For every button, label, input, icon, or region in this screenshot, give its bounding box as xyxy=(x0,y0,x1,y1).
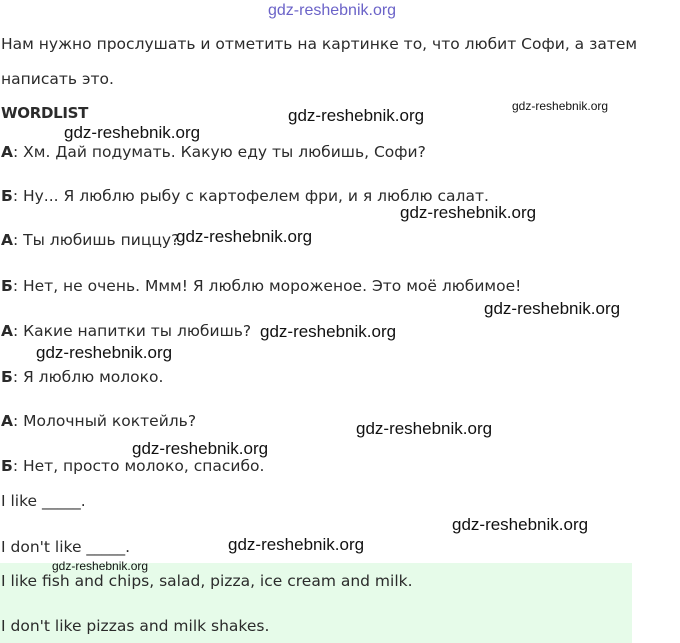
watermark: gdz-reshebnik.org xyxy=(288,106,425,125)
dialogue-line xyxy=(1,368,163,386)
template-like: I like _____. xyxy=(1,492,86,510)
watermark: gdz-reshebnik.org xyxy=(132,439,269,458)
watermark: gdz-reshebnik.org xyxy=(176,227,313,246)
dialogue-text: : Хм. Дай подумать. Какую еду ты любишь, Софи? xyxy=(13,143,426,161)
watermark: gdz-reshebnik.org xyxy=(268,2,397,19)
speaker-label: Б xyxy=(1,277,13,295)
dialogue-text: : Я люблю молоко. xyxy=(12,368,164,386)
watermark: gdz-reshebnik.org xyxy=(64,123,201,142)
dialogue-text: : Какие напитки ты любишь? xyxy=(13,322,252,340)
instruction-line-2: написать это. xyxy=(1,70,114,88)
dialogue-line xyxy=(1,231,179,249)
dialogue-text: : Нет, просто молоко, спасибо. xyxy=(12,457,265,475)
speaker-label: Б xyxy=(1,187,13,205)
watermark: gdz-reshebnik.org xyxy=(36,343,173,362)
answer-dont-like: I don't like pizzas and milk shakes. xyxy=(1,617,270,635)
dialogue-line xyxy=(1,277,521,295)
wordlist-heading: WORDLIST xyxy=(1,104,89,122)
dialogue-line xyxy=(1,412,196,430)
speaker-label: Б xyxy=(1,457,13,475)
watermark: gdz-reshebnik.org xyxy=(512,99,609,113)
watermark: gdz-reshebnik.org xyxy=(452,515,589,534)
dialogue-line xyxy=(1,143,426,161)
speaker-label: А xyxy=(1,412,13,430)
dialogue-line xyxy=(1,457,264,475)
dialogue-text: : Нет, не очень. Ммм! Я люблю мороженое. Это моё любимое! xyxy=(12,277,522,295)
template-dont-like: I don't like _____. xyxy=(1,538,131,556)
watermark: gdz-reshebnik.org xyxy=(260,322,397,341)
speaker-label: Б xyxy=(1,368,13,386)
speaker-label: А xyxy=(1,143,13,161)
watermark: gdz-reshebnik.org xyxy=(228,535,365,554)
dialogue-line xyxy=(1,322,251,340)
watermark: gdz-reshebnik.org xyxy=(484,299,621,318)
watermark: gdz-reshebnik.org xyxy=(400,203,537,222)
instruction-line-1: Нам нужно прослушать и отметить на картинке то, что любит Софи, а затем xyxy=(1,35,638,53)
speaker-label: А xyxy=(1,322,13,340)
watermark: gdz-reshebnik.org xyxy=(52,559,149,573)
speaker-label: А xyxy=(1,231,13,249)
dialogue-text: : Молочный коктейль? xyxy=(13,412,197,430)
answer-like: I like fish and chips, salad, pizza, ice cream and milk. xyxy=(1,572,413,590)
watermark: gdz-reshebnik.org xyxy=(356,419,493,438)
dialogue-text: : Ну... Я люблю рыбу с картофелем фри, и я люблю салат. xyxy=(12,187,489,205)
dialogue-text: : Ты любишь пиццу? xyxy=(13,231,180,249)
